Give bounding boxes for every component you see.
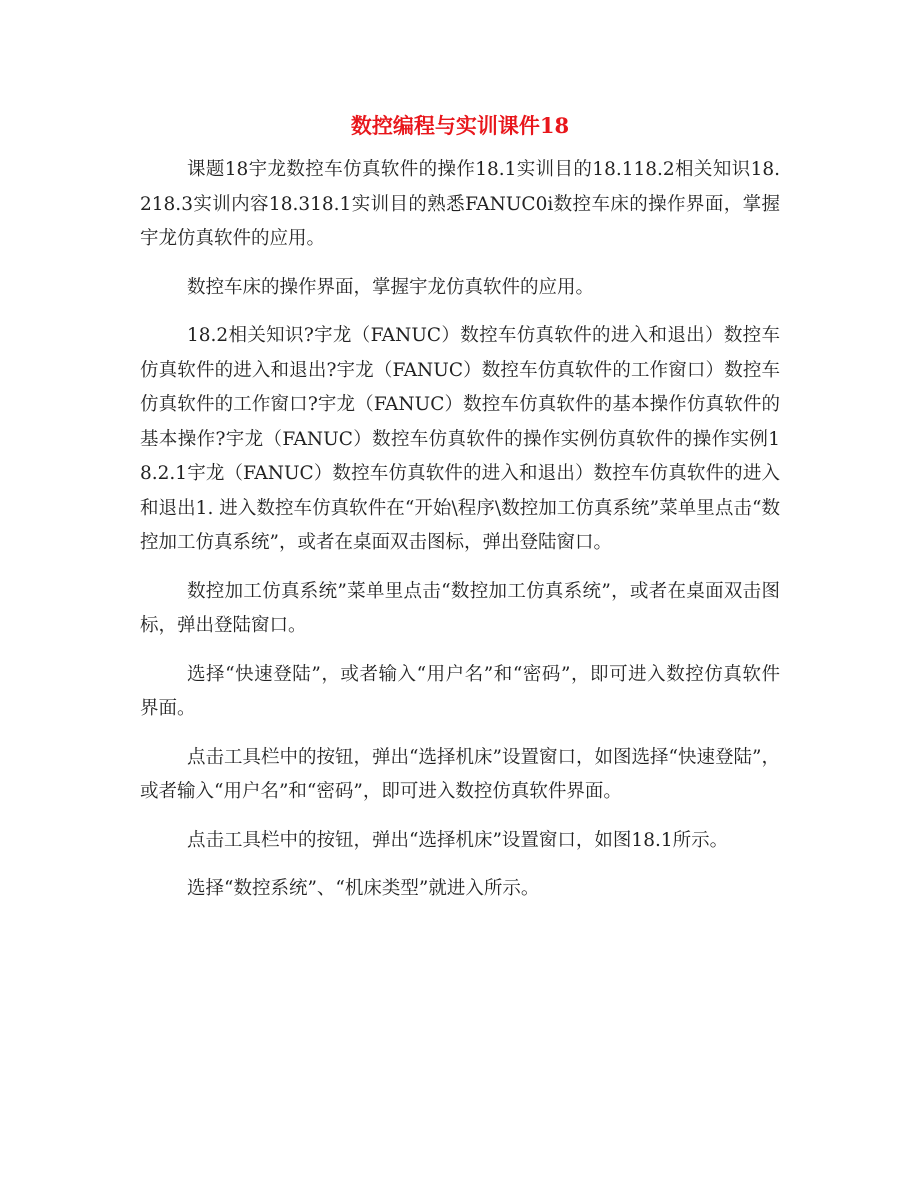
paragraph-6: 点击工具栏中的按钮，弹出“选择机床”设置窗口，如图选择“快速登陆”，或者输入“用户名”和“密码”，即可进入数控仿真软件界面。	[140, 746, 780, 802]
paragraph-3: 18.2相关知识?宇龙（FANUC）数控车仿真软件的进入和退出）数控车仿真软件的进入和退出?宇龙（FANUC）数控车仿真软件的工作窗口）数控车仿真软件的工作窗口?宇龙（FANUC）数控车仿真软件的基本操作仿真软件的基本操作?宇龙（FANUC）数控车仿真软件的操作实例仿真软件的操作实例18.2.1宇龙（FANUC）数控车仿真软件的进入和退出）数控车仿真软件的进入和退出1. 进入数控车仿真软件在“开始\程序\数控加工仿真系统”菜单里点击“数控加工仿真系统”，或者在桌面双击图标，弹出登陆窗口。	[140, 325, 780, 553]
document-body	[140, 153, 780, 921]
document-title: 数控编程与实训课件18	[350, 113, 570, 138]
paragraph-7: 点击工具栏中的按钮，弹出“选择机床”设置窗口，如图18.1所示。	[187, 829, 729, 851]
paragraph-8: 选择“数控系统”、“机床类型”就进入所示。	[187, 878, 540, 899]
paragraph-4: 数控加工仿真系统”菜单里点击“数控加工仿真系统”，或者在桌面双击图标，弹出登陆窗口。	[140, 580, 780, 636]
paragraph-2: 数控车床的操作界面，掌握宇龙仿真软件的应用。	[187, 276, 595, 298]
paragraph-5: 选择“快速登陆”，或者输入“用户名”和“密码”，即可进入数控仿真软件界面。	[140, 663, 780, 719]
paragraph-1: 课题18宇龙数控车仿真软件的操作18.1实训目的18.118.2相关知识18.218.3实训内容18.318.1实训目的熟悉FANUC0i数控车床的操作界面，掌握宇龙仿真软件的应用。	[140, 159, 780, 249]
